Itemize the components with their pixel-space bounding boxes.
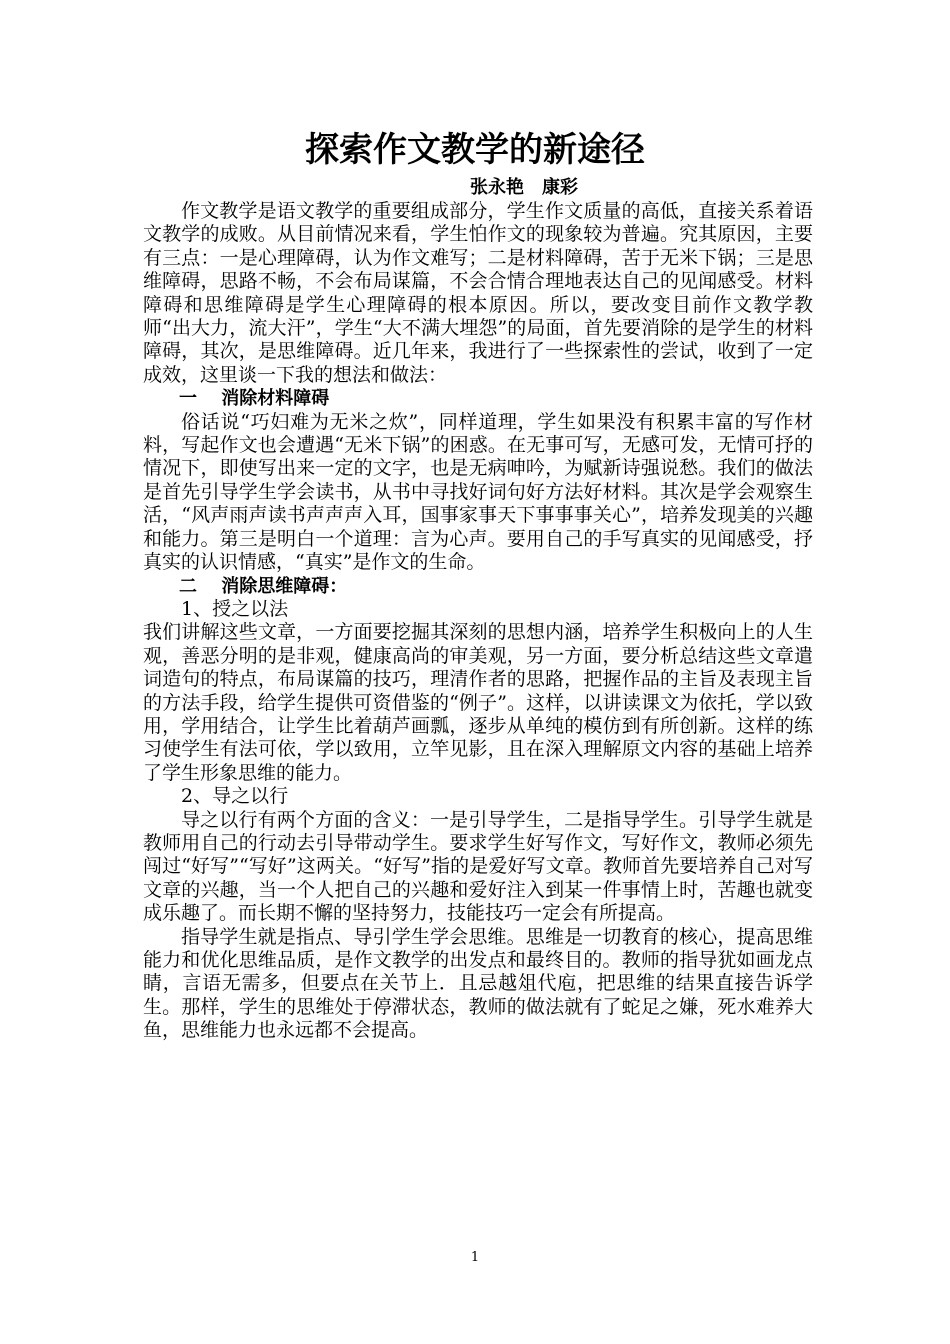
subsection-heading-1: 1、授之以法 bbox=[181, 597, 289, 620]
section-heading-1: 一 消除材料障碍 bbox=[179, 388, 330, 410]
intro-paragraph: 作文教学是语文教学的重要组成部分，学生作文质量的高低，直接关系着语文教学的成败。从目前情况来看，学生怕作文的现象较为普遍。究其原因，主要有三点：一是心理障碍，认为作文难写；二是材料障碍，苦于无米下锅；三是思维障碍，思路不畅，不会布局谋篇，不会合情合理地表达自己的见闻感受。材料障碍和思维障碍是学生心理障碍的根本原因。所以，要改变目前作文教学教师“出大力，流大汗”，学生“大不满大埋怨”的局面，首先要消除的是学生的材料障碍，其次，是思维障碍。近几年来，我进行了一些探索性的尝试，收到了一定成效，这里谈一下我的想法和做法： bbox=[143, 200, 813, 386]
section-heading-2: 二 消除思维障碍： bbox=[179, 575, 348, 597]
document-title: 探索作文教学的新途径 bbox=[305, 130, 645, 170]
subsection-2-paragraph-1: 导之以行有两个方面的含义：一是引导学生，二是指导学生。引导学生就是教师用自己的行动去引导带动学生。要求学生好写作文，写好作文，教师必须先闯过“好写”“写好”这两关。“好写”指的是爱好写文章。教师首先要培养自己对写文章的兴趣，当一个人把自己的兴趣和爱好注入到某一件事情上时，苦趣也就变成乐趣了。而长期不懈的坚持努力，技能技巧一定会有所提高。 bbox=[143, 808, 813, 925]
document-authors: 张永艳 康彩 bbox=[470, 177, 578, 198]
document-body bbox=[143, 200, 813, 1043]
subsection-2-paragraph-2: 指导学生就是指点、导引学生学会思维。思维是一切教育的核心，提高思维能力和优化思维品质，是作文教学的出发点和最终目的。教师的指导犹如画龙点睛，言语无需多，但要点在关节上．且忌越俎代庖，把思维的结果直接告诉学生。那样，学生的思维处于停滞状态，教师的做法就有了蛇足之嫌，死水难养大鱼，思维能力也永远都不会提高。 bbox=[143, 925, 813, 1042]
page-number: 1 bbox=[470, 1250, 480, 1265]
subsection-1-paragraph: 我们讲解这些文章，一方面要挖掘其深刻的思想内涵，培养学生积极向上的人生观，善恶分明的是非观，健康高尚的审美观，另一方面，要分析总结这些文章遣词造句的特点，布局谋篇的技巧，理清作者的思路，把握作品的主旨及表现主旨的方法手段，给学生提供可资借鉴的“例子”。这样，以讲读课文为依托，学以致用，学用结合，让学生比着葫芦画瓢，逐步从单纯的模仿到有所创新。这样的练习使学生有法可依，学以致用，立竿见影，且在深入理解原文内容的基础上培养了学生形象思维的能力。 bbox=[143, 621, 813, 784]
subsection-heading-2: 2、导之以行 bbox=[181, 785, 289, 808]
section-1-paragraph: 俗话说“巧妇难为无米之炊”，同样道理，学生如果没有积累丰富的写作材料，写起作文也会遭遇“无米下锅”的困惑。在无事可写，无感可发，无情可抒的情况下，即使写出来一定的文字，也是无病呻吟，为赋新诗强说愁。我们的做法是首先引导学生学会读书，从书中寻找好词句好方法好材料。其次是学会观察生活，“风声雨声读书声声声入耳，国事家事天下事事事关心”，培养发现美的兴趣和能力。第三是明白一个道理：言为心声。要用自己的手写真实的见闻感受，抒真实的认识情感，“真实”是作文的生命。 bbox=[143, 410, 813, 574]
